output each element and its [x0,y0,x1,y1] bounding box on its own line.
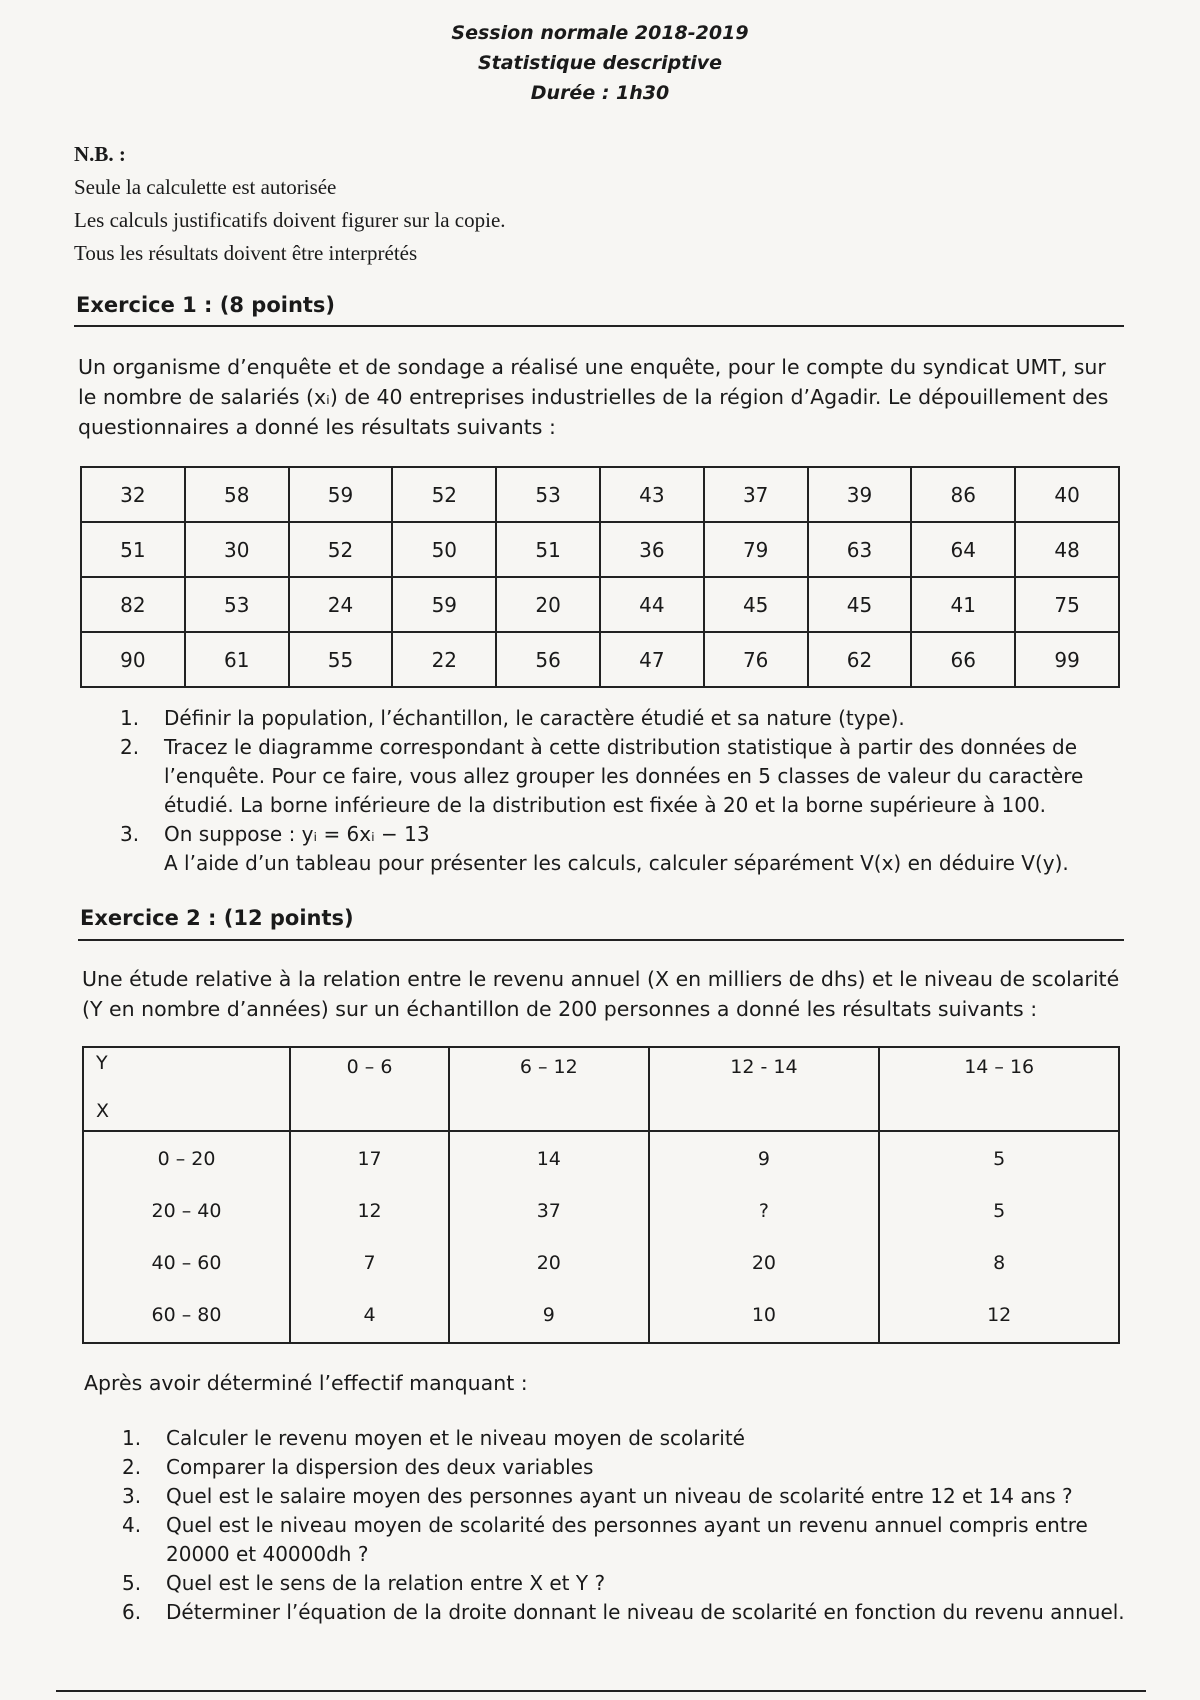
table-cell: 61 [185,632,289,687]
table-corner [83,1047,290,1131]
table-cell: 55 [289,632,393,687]
table-cell: 51 [81,522,185,577]
exercise-1-title: Exercice 1 : (8 points) [76,293,336,317]
table-cell: 51 [496,522,600,577]
table-cell: 9 [449,1289,648,1343]
table-cell: 22 [392,632,496,687]
table-cell: 41 [911,577,1015,632]
list-item: 1. Définir la population, l’échantillon, le caractère étudié et sa nature (type). [120,706,905,730]
nb-line: Seule la calculette est autorisée [74,175,337,199]
table-cell: 52 [392,467,496,522]
exercise-1-questions [120,704,1130,878]
q3-formula: On suppose : yᵢ = 6xᵢ − 13 [164,822,430,846]
table-cell: 12 [290,1185,449,1237]
table-row [81,577,1119,632]
table-cell: 14 [449,1131,648,1185]
table-cell: 20 [649,1237,880,1289]
session-title: Session normale 2018-2019 [451,22,749,44]
table-row [81,522,1119,577]
nb-notes [74,138,506,270]
list-item: 5. Quel est le sens de la relation entre X et Y ? [122,1571,606,1595]
list-item: 2. Tracez le diagramme correspondant à cette distribution statistique à partir des données de l’enquête. Pour ce faire, vous allez grouper les données en 5 classes de valeur du caractère étudié. La borne inférieure de la distribution est fixée à 20 et la borne supérieure à 100. [120,735,1084,817]
table-cell: 45 [808,577,912,632]
table-cell: 50 [392,522,496,577]
data-table [80,466,1120,688]
table-cell: ? [649,1185,880,1237]
table-cell: 53 [496,467,600,522]
divider [78,939,1124,941]
table-cell: 7 [290,1237,449,1289]
table-cell: 43 [600,467,704,522]
table-cell: 9 [649,1131,880,1185]
table-cell: 56 [496,632,600,687]
table-cell: 76 [704,632,808,687]
nb-line: Tous les résultats doivent être interprétés [74,241,418,265]
list-item: 3. Quel est le salaire moyen des personnes ayant un niveau de scolarité entre 12 et 14 ans ? [122,1484,1073,1508]
nb-title: N.B. : [74,142,126,166]
table-cell: 62 [808,632,912,687]
table-cell: 90 [81,632,185,687]
corner-x-label: X [96,1100,110,1122]
row-header: 60 – 80 [83,1289,290,1343]
table-cell: 37 [704,467,808,522]
missing-count-note: Après avoir déterminé l’effectif manquant : [84,1371,528,1395]
exercise-1-intro: Un organisme d’enquête et de sondage a réalisé une enquête, pour le compte du syndicat UMT, sur le nombre de salariés (xᵢ) de 40 entreprises industrielles de la région d’Agadir. Le dépouillement des questionnaires a donné les résultats suivants : [78,355,1109,439]
exercise-2-intro: Une étude relative à la relation entre le revenu annuel (X en milliers de dhs) et le niveau de scolarité (Y en nombre d’années) sur un échantillon de 200 personnes a donné les résultats suivants : [82,967,1120,1021]
list-item: 1. Calculer le revenu moyen et le niveau moyen de scolarité [122,1426,745,1450]
table-cell: 20 [449,1237,648,1289]
table-row [81,632,1119,687]
table-cell: 5 [879,1185,1119,1237]
table-cell: 36 [600,522,704,577]
table-cell: 45 [704,577,808,632]
exercise-2-questions [122,1424,1132,1627]
table-cell: 10 [649,1289,880,1343]
q3-line2: A l’aide d’un tableau pour présenter les calculs, calculer séparément V(x) en déduire V(y). [164,851,1069,875]
table-cell: 75 [1015,577,1119,632]
list-item: 2. Comparer la dispersion des deux variables [122,1455,594,1479]
table-cell: 44 [600,577,704,632]
table-cell: 24 [289,577,393,632]
table-cell: 59 [289,467,393,522]
table-cell: 52 [289,522,393,577]
table-cell: 8 [879,1237,1119,1289]
table-cell: 30 [185,522,289,577]
table-row [83,1237,1119,1289]
table-cell: 32 [81,467,185,522]
table-cell: 48 [1015,522,1119,577]
corner-y-label: Y [96,1052,108,1074]
table-cell: 66 [911,632,1015,687]
table-cell: 86 [911,467,1015,522]
column-header: 14 – 16 [879,1047,1119,1131]
column-header: 6 – 12 [449,1047,648,1131]
table-row [83,1185,1119,1237]
table-row [83,1289,1119,1343]
table-row [83,1131,1119,1185]
table-cell: 99 [1015,632,1119,687]
list-item: 3. On suppose : yᵢ = 6xᵢ − 13 A l’aide d’un tableau pour présenter les calculs, calculer séparément V(x) en déduire V(y). [120,822,1069,875]
table-row [81,467,1119,522]
table-cell: 4 [290,1289,449,1343]
table-cell: 64 [911,522,1015,577]
duration: Durée : 1h30 [530,82,670,104]
table-cell: 37 [449,1185,648,1237]
row-header: 40 – 60 [83,1237,290,1289]
table-cell: 58 [185,467,289,522]
list-item: 4. Quel est le niveau moyen de scolarité des personnes ayant un revenu annuel compris entre 20000 et 40000dh ? [122,1513,1088,1566]
table-cell: 82 [81,577,185,632]
subject-title: Statistique descriptive [477,52,723,74]
exam-header [0,18,1200,108]
table-cell: 5 [879,1131,1119,1185]
table-cell: 20 [496,577,600,632]
table-cell: 17 [290,1131,449,1185]
table-cell: 40 [1015,467,1119,522]
nb-line: Les calculs justificatifs doivent figurer sur la copie. [74,208,506,232]
contingency-table [82,1046,1120,1344]
divider [74,325,1124,327]
row-header: 20 – 40 [83,1185,290,1237]
column-header: 0 – 6 [290,1047,449,1131]
row-header: 0 – 20 [83,1131,290,1185]
table-cell: 53 [185,577,289,632]
table-cell: 63 [808,522,912,577]
table-cell: 12 [879,1289,1119,1343]
exercise-2-title: Exercice 2 : (12 points) [80,906,354,930]
table-cell: 79 [704,522,808,577]
table-cell: 47 [600,632,704,687]
table-cell: 39 [808,467,912,522]
column-header: 12 - 14 [649,1047,880,1131]
table-cell: 59 [392,577,496,632]
bottom-divider [56,1690,1146,1692]
list-item: 6. Déterminer l’équation de la droite donnant le niveau de scolarité en fonction du revenu annuel. [122,1600,1125,1624]
